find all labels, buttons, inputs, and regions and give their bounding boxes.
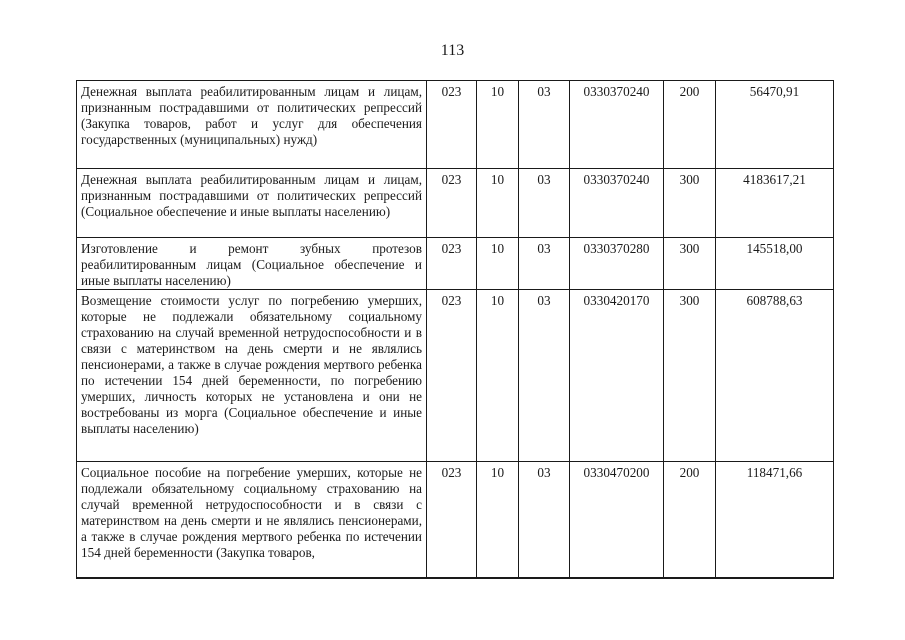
- subsection-code: 03: [519, 290, 570, 462]
- target-article-code: 0330370280: [570, 238, 664, 290]
- amount: 608788,63: [716, 290, 834, 462]
- subsection-code: 03: [519, 462, 570, 578]
- table-row: [77, 238, 834, 290]
- amount: 118471,66: [716, 462, 834, 578]
- target-article-code: 0330470200: [570, 462, 664, 578]
- subsection-code: 03: [519, 238, 570, 290]
- row-description: Денежная выплата реабилитированным лицам и лицам, признанным пострадавшими от политических репрессий (Закупка товаров, работ и услуг для обеспечения государственных (муниципальных) нужд): [77, 81, 427, 169]
- target-article-code: 0330370240: [570, 169, 664, 238]
- subsection-code: 03: [519, 169, 570, 238]
- amount: 56470,91: [716, 81, 834, 169]
- row-description: Изготовление и ремонт зубных протезов реабилитированным лицам (Социальное обеспечение и иные выплаты населению): [77, 238, 427, 290]
- expense-type-code: 300: [664, 169, 716, 238]
- ministry-code: 023: [427, 462, 477, 578]
- target-article-code: 0330420170: [570, 290, 664, 462]
- expense-type-code: 200: [664, 462, 716, 578]
- budget-table: [76, 80, 834, 579]
- row-description: Возмещение стоимости услуг по погребению умерших, которые не подлежали обязательному социальному страхованию на случай временной нетрудоспособности и в связи с материнством на день смерти и не являлись пенсионерами, а также в случае рождения мертвого ребенка по истечении 154 дней беременности, по погребению умерших, личность которых не установлена и они не востребованы из морга (Социальное обеспечение и иные выплаты населению): [77, 290, 427, 462]
- row-description: Денежная выплата реабилитированным лицам и лицам, признанным пострадавшими от политических репрессий (Социальное обеспечение и иные выплаты населению): [77, 169, 427, 238]
- amount: 4183617,21: [716, 169, 834, 238]
- table-row: [77, 290, 834, 462]
- section-code: 10: [477, 169, 519, 238]
- section-code: 10: [477, 462, 519, 578]
- ministry-code: 023: [427, 290, 477, 462]
- table-row: [77, 169, 834, 238]
- ministry-code: 023: [427, 238, 477, 290]
- table-row: [77, 462, 834, 578]
- section-code: 10: [477, 81, 519, 169]
- ministry-code: 023: [427, 81, 477, 169]
- ministry-code: 023: [427, 169, 477, 238]
- expense-type-code: 300: [664, 290, 716, 462]
- table-row: [77, 81, 834, 169]
- amount: 145518,00: [716, 238, 834, 290]
- row-description: Социальное пособие на погребение умерших, которые не подлежали обязательному социальному страхованию на случай временной нетрудоспособности и в связи с материнством на день смерти и не являлись пенсионерами, а также в случае рождения мертвого ребенка по истечении 154 дней беременности (Закупка товаров,: [77, 462, 427, 578]
- target-article-code: 0330370240: [570, 81, 664, 169]
- section-code: 10: [477, 290, 519, 462]
- section-code: 10: [477, 238, 519, 290]
- page-number: 113: [440, 42, 465, 59]
- expense-type-code: 300: [664, 238, 716, 290]
- subsection-code: 03: [519, 81, 570, 169]
- expense-type-code: 200: [664, 81, 716, 169]
